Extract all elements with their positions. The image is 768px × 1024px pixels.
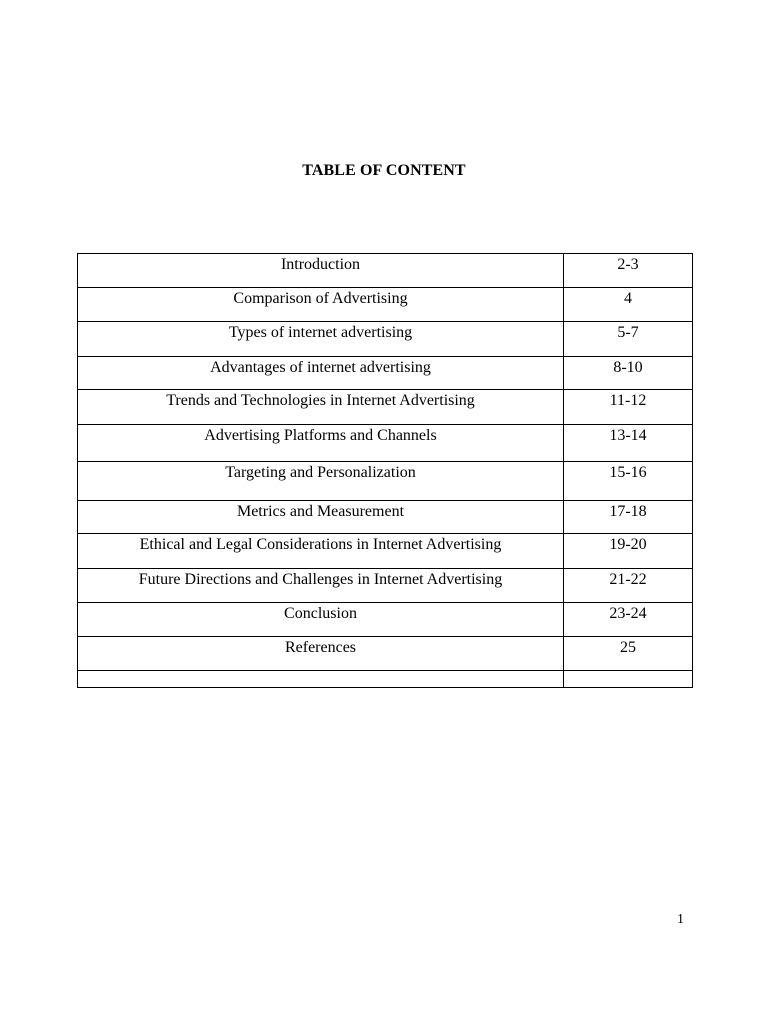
table-row [78,603,693,637]
page-number: 1 [677,912,684,927]
toc-section-cell: Comparison of Advertising [78,288,564,322]
table-row [78,425,693,462]
toc-section-cell: Introduction [78,254,564,288]
toc-pages-cell: 21-22 [564,569,693,603]
toc-section-cell: Types of internet advertising [78,322,564,357]
toc-pages-cell: 2-3 [564,254,693,288]
toc-pages-cell: 23-24 [564,603,693,637]
table-row [78,322,693,357]
toc-pages-cell: 11-12 [564,390,693,425]
table-row [78,534,693,569]
table-row [78,501,693,534]
toc-section-cell: Ethical and Legal Considerations in Internet Advertising [78,534,564,569]
table-row [78,637,693,671]
table-row [78,390,693,425]
toc-pages-cell: 13-14 [564,425,693,462]
toc-section-cell: References [78,637,564,671]
table-row [78,357,693,390]
table-row [78,254,693,288]
table-row [78,462,693,501]
toc-pages-cell: 19-20 [564,534,693,569]
toc-body [78,254,693,688]
toc-section-cell: Advantages of internet advertising [78,357,564,390]
table-row [78,288,693,322]
table-row [78,671,693,688]
toc-section-cell [78,671,564,688]
toc-section-cell: Future Directions and Challenges in Internet Advertising [78,569,564,603]
toc-section-cell: Advertising Platforms and Channels [78,425,564,462]
toc-pages-cell: 25 [564,637,693,671]
toc-pages-cell: 5-7 [564,322,693,357]
toc-section-cell: Targeting and Personalization [78,462,564,501]
toc-section-cell: Metrics and Measurement [78,501,564,534]
table-row [78,569,693,603]
toc-section-cell: Trends and Technologies in Internet Advertising [78,390,564,425]
toc-table [77,253,693,688]
page-title: TABLE OF CONTENT [302,162,466,179]
toc-pages-cell: 15-16 [564,462,693,501]
toc-section-cell: Conclusion [78,603,564,637]
toc-pages-cell [564,671,693,688]
toc-pages-cell: 17-18 [564,501,693,534]
toc-pages-cell: 8-10 [564,357,693,390]
toc-pages-cell: 4 [564,288,693,322]
